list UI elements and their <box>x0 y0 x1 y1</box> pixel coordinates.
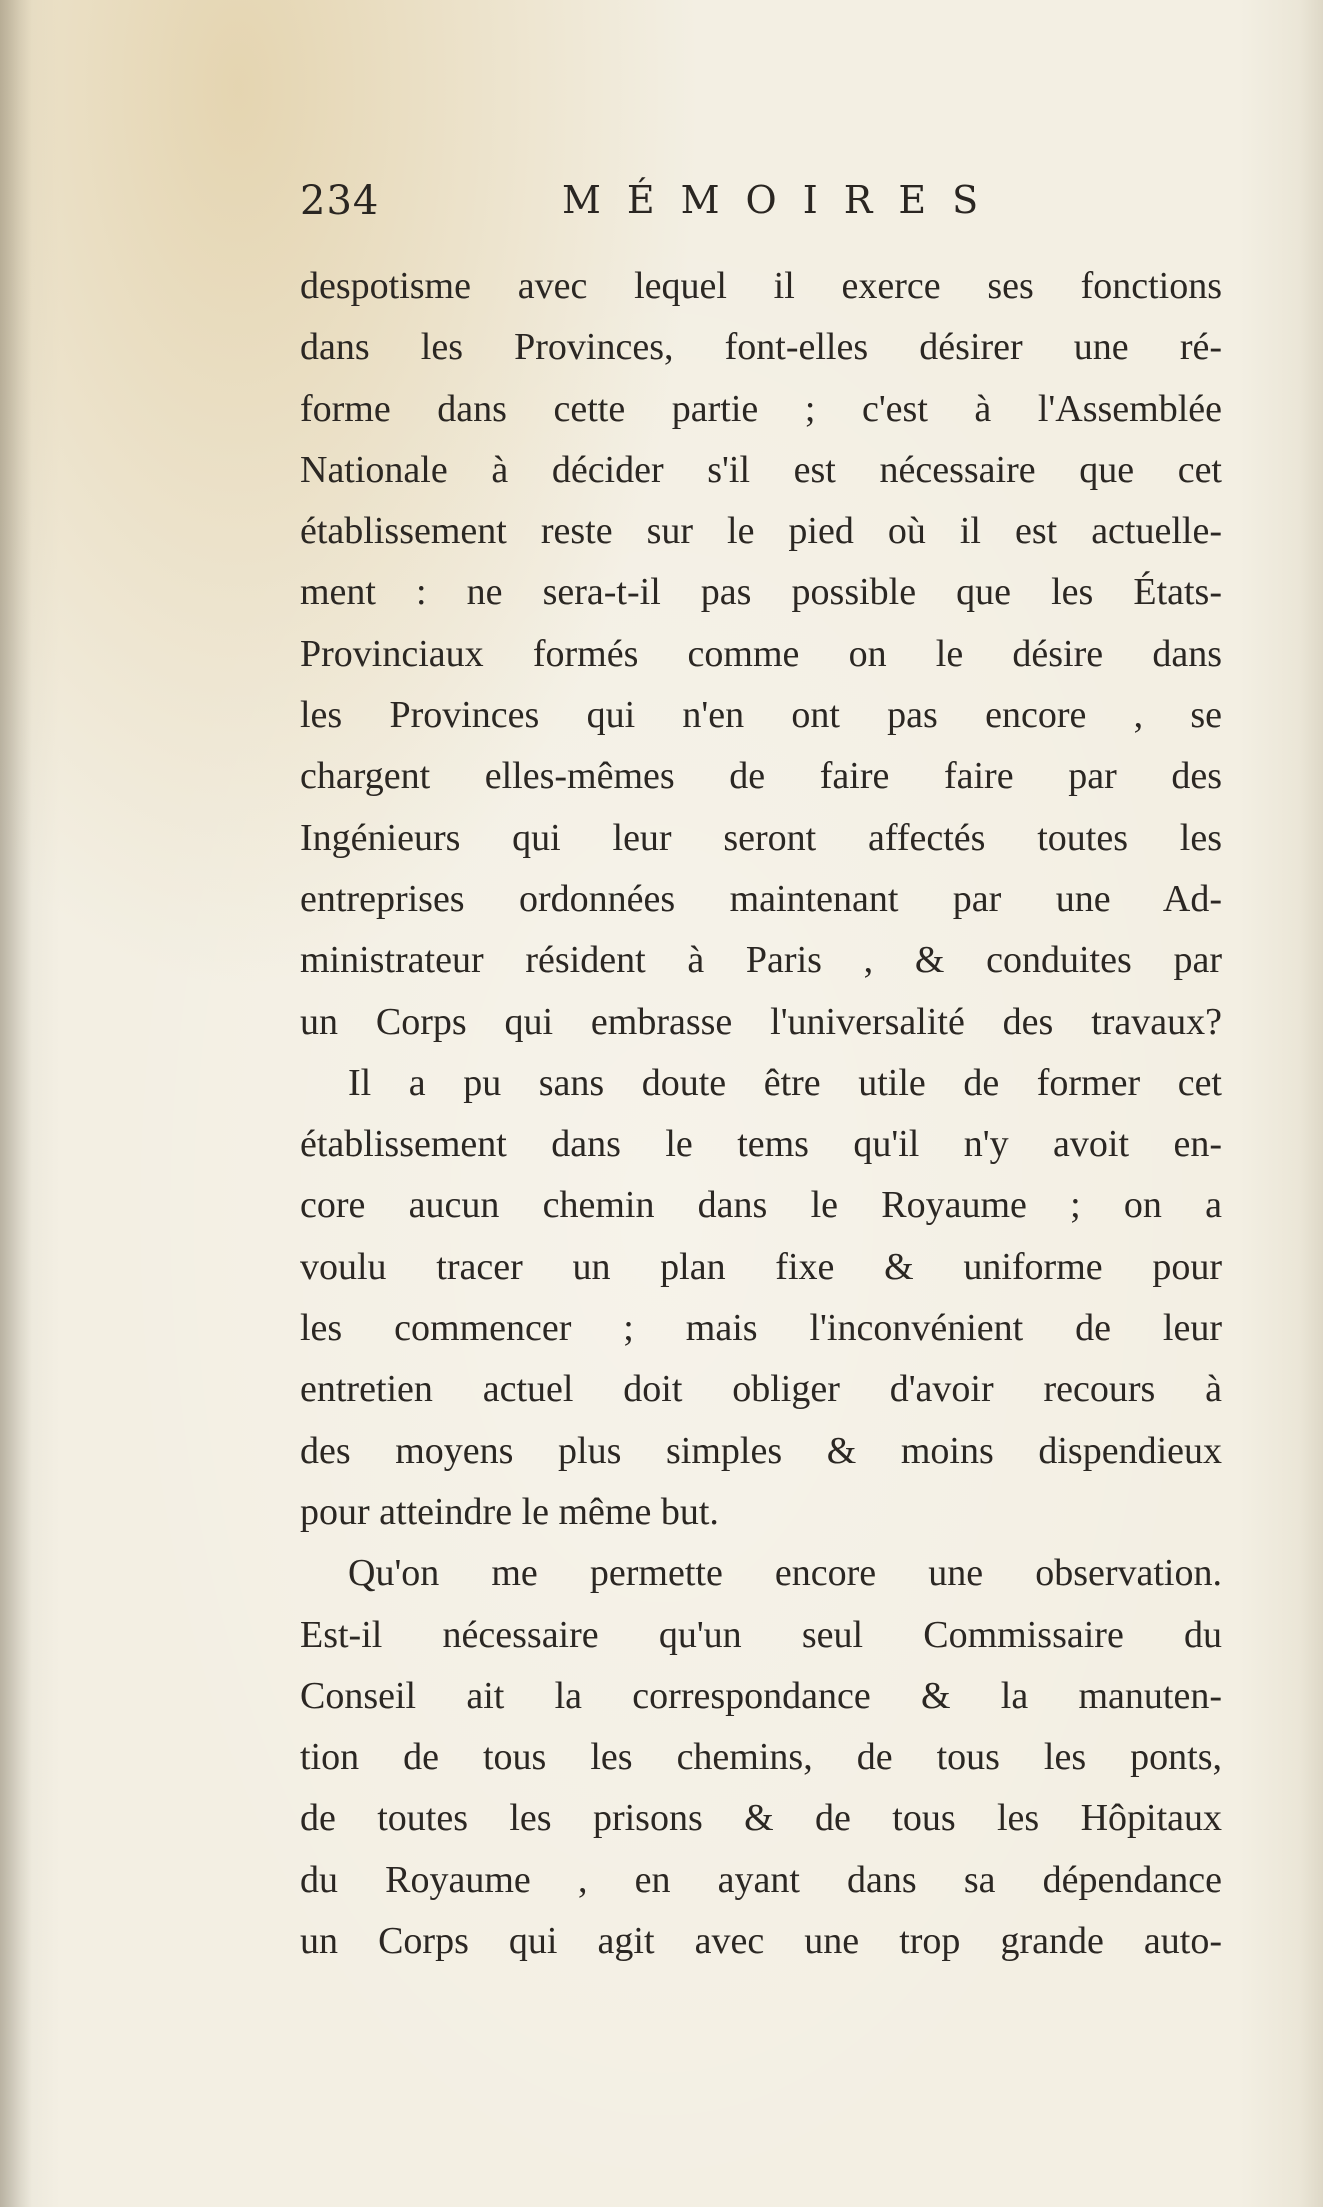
text-line: entretien actuel doit obliger d'avoir recours à <box>300 1368 1222 1411</box>
text-line: core aucun chemin dans le Royaume ; on a <box>300 1184 1222 1227</box>
page-header <box>300 178 1220 238</box>
text-line: des moyens plus simples & moins dispendieux <box>300 1429 1222 1472</box>
text-line: Ingénieurs qui leur seront affectés toutes les <box>300 816 1222 859</box>
text-line: dans les Provinces, font-elles désirer une ré- <box>300 326 1222 369</box>
text-line: de toutes les prisons & de tous les Hôpitaux <box>300 1797 1222 1840</box>
text-line: un Corps qui embrasse l'universalité des travaux? <box>300 1000 1222 1043</box>
text-line: Est-il nécessaire qu'un seul Commissaire du <box>300 1613 1222 1656</box>
running-title: MÉMOIRES <box>562 178 1005 222</box>
text-line: ministrateur résident à Paris , & conduites par <box>300 939 1222 982</box>
text-line: ment : ne sera-t-il pas possible que les États- <box>300 571 1222 614</box>
text-line: les commencer ; mais l'inconvénient de leur <box>300 1307 1222 1350</box>
body-text <box>300 256 1222 1972</box>
text-line: tion de tous les chemins, de tous les ponts, <box>300 1736 1222 1779</box>
paragraph-start-line: Qu'on me permette encore une observation. <box>348 1552 1222 1595</box>
text-line: Nationale à décider s'il est nécessaire que cet <box>300 448 1222 491</box>
text-line: Conseil ait la correspondance & la manuten- <box>300 1674 1222 1717</box>
text-line: entreprises ordonnées maintenant par une Ad- <box>300 877 1222 920</box>
text-line: despotisme avec lequel il exerce ses fonctions <box>300 265 1222 307</box>
text-line: forme dans cette partie ; c'est à l'Assemblée <box>300 387 1222 430</box>
gutter-shadow <box>0 0 32 2207</box>
text-line: voulu tracer un plan fixe & uniforme pour <box>300 1245 1222 1288</box>
paragraph-end-line: pour atteindre le même but. <box>300 1490 719 1533</box>
text-line: chargent elles-mêmes de faire faire par des <box>300 755 1222 798</box>
text-line: Provinciaux formés comme on le désire dans <box>300 632 1222 675</box>
text-line: les Provinces qui n'en ont pas encore , se <box>300 694 1222 737</box>
paragraph-start-line: Il a pu sans doute être utile de former cet <box>348 1061 1222 1104</box>
text-line: établissement dans le tems qu'il n'y avoit en- <box>300 1123 1222 1166</box>
text-line: établissement reste sur le pied où il est actuelle- <box>300 510 1222 553</box>
page-number: 234 <box>300 178 380 224</box>
text-line: un Corps qui agit avec une trop grande auto- <box>300 1920 1222 1963</box>
text-line: du Royaume , en ayant dans sa dépendance <box>300 1858 1222 1901</box>
